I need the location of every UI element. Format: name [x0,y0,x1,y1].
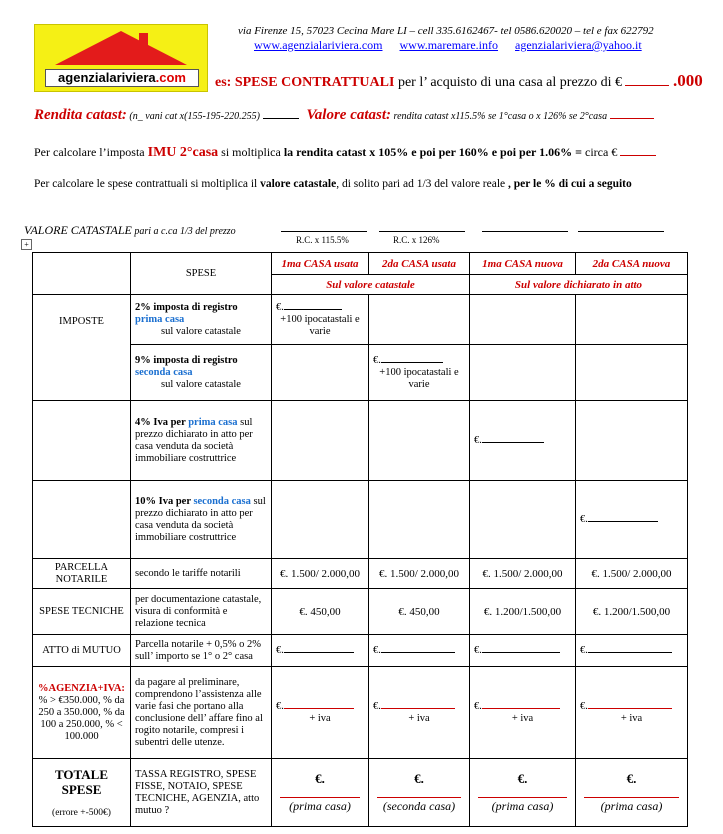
parcella-desc: secondo le tariffe notarili [131,559,272,589]
empty-cell [470,295,576,345]
agenzia-label: %AGENZIA+IVA: % > €350.000, % da 250 a 350.000, % da 100 a 250.000, % < 100.000 [33,667,131,759]
email-link[interactable]: agenzialariviera@yahoo.it [515,38,642,52]
empty-cell [33,481,131,559]
logo-text: agenzialariviera.com [45,69,199,87]
empty-cell [576,401,688,481]
imposta-line: Per calcolare l’imposta IMU 2°casa si moltiplica la rendita catast x 105% e poi per 160% e poi per 1.06% = circa € [34,145,656,161]
mutuo-val-3[interactable]: €. [470,635,576,667]
totale-desc: TASSA REGISTRO, SPESE FISSE, NOTAIO, SPESE TECNICHE, AGENZIA, atto mutuo ? [131,759,272,827]
col-header-2: 2da CASA usata [369,253,470,275]
agenzia-val-4[interactable]: €. + iva [576,667,688,759]
tecniche-val-3: €. 1.200/1.500,00 [470,589,576,635]
mutuo-val-1[interactable]: €. [272,635,369,667]
tecniche-val-4: €. 1.200/1.500,00 [576,589,688,635]
rc-label-1: R.C. x 115.5% [296,235,349,245]
blank-line [578,231,664,232]
rendita-line: Rendita catast: (n_ vani cat x(155-195-220.255) Valore catast: rendita catast x115.5% se 1°casa o x 126% se 2°casa [34,107,654,124]
row-prima-casa-desc: 2% imposta di registro prima casa sul valore catastale [131,295,272,345]
agenzia-val-1[interactable]: €. + iva [272,667,369,759]
row-seconda-casa-desc: 9% imposta di registro seconda casa sul valore catastale [131,345,272,401]
spese-table [32,252,688,827]
row-iva-prima-desc: 4% Iva per prima casa sul prezzo dichiarato in atto per casa venduta da società immobiliare costruttrice [131,401,272,481]
row-iva-seconda-val[interactable]: €. [576,481,688,559]
empty-cell [470,481,576,559]
blank-line [379,231,465,232]
parcella-label: PARCELLA NOTARILE [33,559,131,589]
sub-header-catastale: Sul valore catastale [272,275,470,295]
empty-header-cell [33,253,131,295]
totale-val-3[interactable]: €. (prima casa) [470,759,576,827]
mutuo-val-4[interactable]: €. [576,635,688,667]
agenzia-desc: da pagare al preliminare, comprendono l’assistenza alle varie fasi che portano alla conclusione dell’ affare fino al rogito notarile, compresi i subentri delle utenze. [131,667,272,759]
agenzia-val-2[interactable]: €. + iva [369,667,470,759]
site-link-1[interactable]: www.agenzialariviera.com [254,38,383,52]
mutuo-val-2[interactable]: €. [369,635,470,667]
sub-header-atto: Sul valore dichiarato in atto [470,275,688,295]
row-iva-seconda-desc: 10% Iva per seconda casa sul prezzo dichiarato in atto per casa venduta da società immobiliare costruttrice [131,481,272,559]
parcella-val-4: €. 1.500/ 2.000,00 [576,559,688,589]
document-heading: es: SPESE CONTRATTUALI per l’ acquisto di una casa al prezzo di € .000 [215,71,703,90]
col-header-3: 1ma CASA nuova [470,253,576,275]
empty-cell [272,401,369,481]
parcella-val-3: €. 1.500/ 2.000,00 [470,559,576,589]
row-seconda-casa-val[interactable]: €. +100 ipocatastali e varie [369,345,470,401]
spese-header: SPESE [131,253,272,295]
parcella-val-2: €. 1.500/ 2.000,00 [369,559,470,589]
tecniche-desc: per documentazione catastale, visura di conformità e relazione tecnica [131,589,272,635]
totale-val-4[interactable]: €. (prima casa) [576,759,688,827]
empty-cell [272,345,369,401]
empty-cell [369,481,470,559]
row-iva-prima-val[interactable]: €. [470,401,576,481]
row-prima-casa-val[interactable]: €. +100 ipocatastali e varie [272,295,369,345]
spese-line: Per calcolare le spese contrattuali si moltiplica il valore catastale, di solito pari ad 1/3 del valore reale , per le % di cui a seguito [34,178,632,190]
empty-cell [576,345,688,401]
tecniche-val-1: €. 450,00 [272,589,369,635]
tecniche-label: SPESE TECNICHE [33,589,131,635]
site-link-2[interactable]: www.maremare.info [399,38,499,52]
blank-line [281,231,367,232]
empty-cell [272,481,369,559]
agency-logo [34,24,208,92]
col-header-1: 1ma CASA usata [272,253,369,275]
empty-cell [470,345,576,401]
table-move-handle-icon[interactable]: + [21,239,32,250]
contact-links [254,38,656,53]
empty-cell [33,401,131,481]
empty-cell [369,295,470,345]
valore-catastale-line: VALORE CATASTALE pari a c.ca 1/3 del prezzo [24,223,236,237]
contact-address: via Firenze 15, 57023 Cecina Mare LI – cell 335.6162467- tel 0586.620020 – tel e fax 622792 [238,25,654,37]
tecniche-val-2: €. 450,00 [369,589,470,635]
totale-val-2[interactable]: €. (seconda casa) [369,759,470,827]
parcella-val-1: €. 1.500/ 2.000,00 [272,559,369,589]
rc-label-2: R.C. x 126% [393,235,440,245]
col-header-4: 2da CASA nuova [576,253,688,275]
empty-cell [576,295,688,345]
imposte-label: IMPOSTE [33,295,131,401]
totale-label: TOTALE SPESE (errore +-500€) [33,759,131,827]
mutuo-desc: Parcella notarile + 0,5% o 2% sull’ importo se 1° o 2° casa [131,635,272,667]
agenzia-val-3[interactable]: €. + iva [470,667,576,759]
totale-val-1[interactable]: €. (prima casa) [272,759,369,827]
blank-line [482,231,568,232]
mutuo-label: ATTO di MUTUO [33,635,131,667]
empty-cell [369,401,470,481]
